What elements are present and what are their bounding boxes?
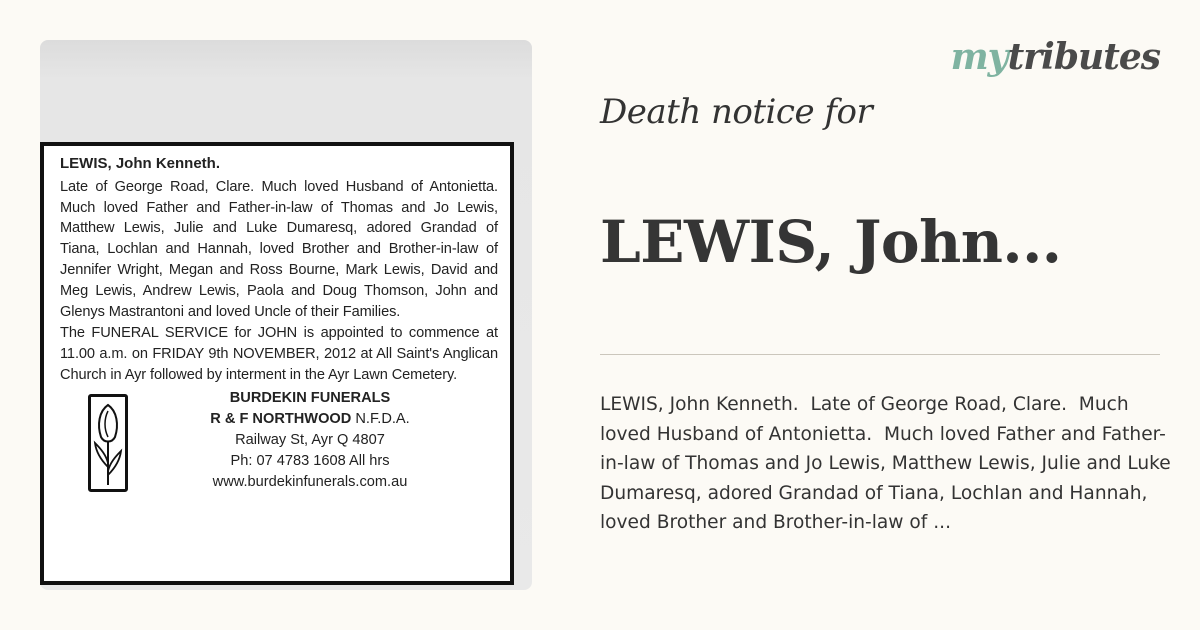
funeral-director-details [160,388,460,493]
logo-my: my [950,36,1008,78]
notice-heading: LEWIS, John Kenneth. [60,155,220,172]
page-subtitle: Death notice for [600,92,873,132]
notice-image-card [40,40,532,590]
funeral-director-block [60,388,498,498]
owners-name: R & F NORTHWOOD [210,410,352,427]
funeral-director-website: www.burdekinfunerals.com.au [212,473,408,490]
funeral-director-owners [160,409,460,430]
notice-excerpt: LEWIS, John Kenneth. Late of George Road, Clare. Much loved Husband of Antonietta. Much loved Father and Father-in-law of Thomas and Jo Lewis, Matthew Lewis, Julie and Luke Dumaresq, adored Grandad of Tiana, Lochlan and Hannah, loved Brother and Brother-in-law of ... [600,394,1177,533]
notice-service-paragraph: The FUNERAL SERVICE for JOHN is appointed to commence at 11.00 a.m. on FRIDAY 9th NOVEMBER, 2012 at All Saint's Anglican Church in Ayr followed by interment in the Ayr Lawn Cemetery. [60,325,498,383]
funeral-director-phone: Ph: 07 4783 1608 All hrs [230,452,390,469]
funeral-director-address: Railway St, Ayr Q 4807 [235,431,385,448]
death-notice-clipping [40,142,514,585]
notice-body-paragraph: Late of George Road, Clare. Much loved Husband of Antonietta. Much loved Father and Father-in-law of Thomas and Jo Lewis, Matthew Lewis, Julie and Luke Dumaresq, adored Grandad of Tiana, Lochlan and Hannah, loved Brother and Brother-in-law of Jennifer Wright, Megan and Ross Bourne, Mark Lewis, David and Meg Lewis, Andrew Lewis, Paola and Doug Thomson, John and Glenys Mastrantoni and loved Uncle of their Families. [60,178,498,320]
funeral-director-name: BURDEKIN FUNERALS [229,389,391,406]
logo-tributes: tributes [1007,36,1160,78]
tulip-logo-icon [88,394,128,492]
mytributes-logo[interactable] [951,36,1160,78]
page-title: LEWIS, John... [600,208,1062,276]
divider [600,354,1160,355]
owners-suffix: N.F.D.A. [351,410,410,427]
